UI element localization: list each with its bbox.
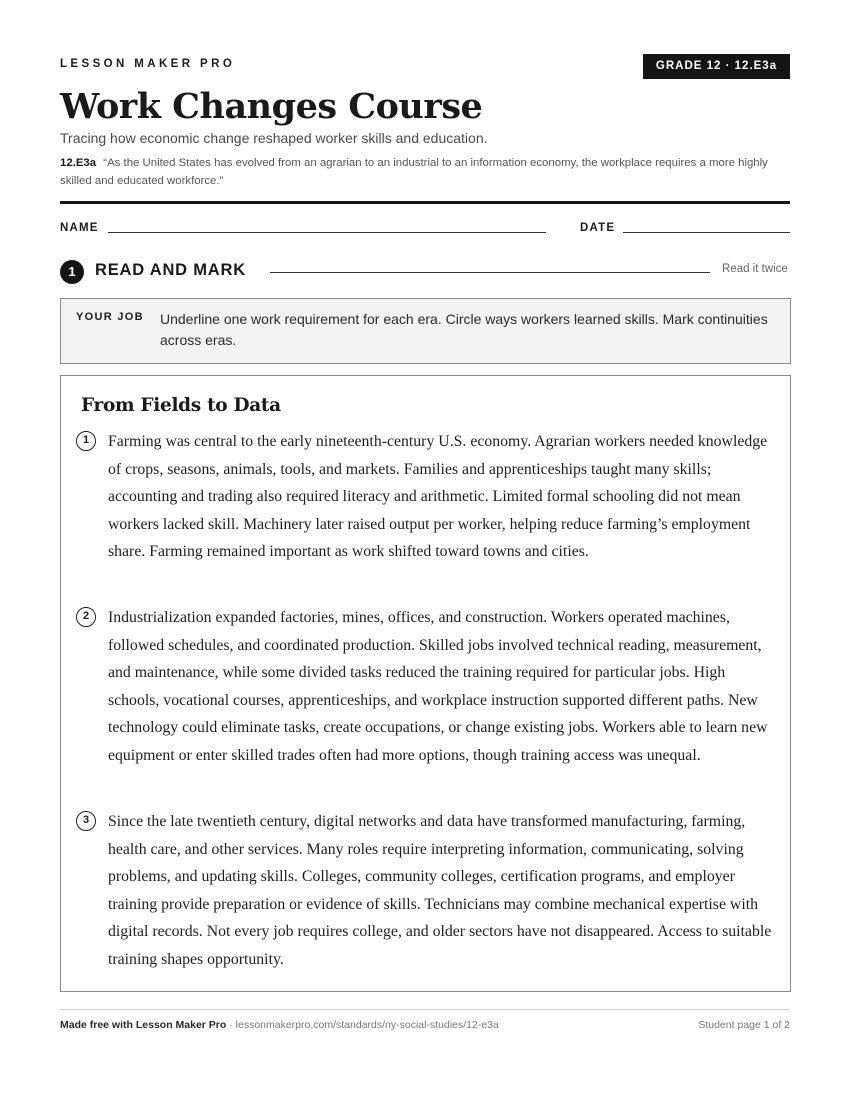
section-number-badge: 1 bbox=[60, 260, 84, 284]
paragraph-number: 3 bbox=[76, 811, 96, 831]
footer-divider bbox=[60, 1009, 790, 1010]
footer-credit bbox=[60, 1019, 499, 1031]
instructions-label: YOUR JOB bbox=[76, 311, 144, 323]
instructions-text: Underline one work requirement for each era. Circle ways workers learned skills. Mark continuities across eras. bbox=[160, 311, 768, 348]
date-field[interactable] bbox=[623, 232, 790, 233]
page-title: Work Changes Course bbox=[60, 86, 483, 127]
footer-url[interactable]: · lessonmakerpro.com/standards/ny-social-studies/12-e3a bbox=[229, 1019, 499, 1031]
instructions-box bbox=[60, 298, 791, 364]
footer-made-with: Made free with Lesson Maker Pro bbox=[60, 1019, 227, 1031]
name-label: NAME bbox=[60, 222, 99, 234]
standard-statement bbox=[60, 155, 790, 190]
name-field[interactable] bbox=[108, 232, 546, 233]
date-label: DATE bbox=[580, 222, 616, 234]
header-divider bbox=[60, 201, 790, 204]
page-indicator: Student page 1 of 2 bbox=[698, 1019, 790, 1031]
reading-passage bbox=[60, 375, 791, 992]
section-divider bbox=[270, 272, 710, 273]
standard-text: “As the United States has evolved from an agrarian to an industrial to an information economy, the workplace requires a more highly skilled and educated workforce.” bbox=[60, 157, 768, 187]
passage-paragraph: Since the late twentieth century, digital networks and data have transformed manufacturing, farming, health care, and other services. Many roles require interpreting information, communicating, solving problems, and updating skills. Colleges, community colleges, certification programs, and employer training provide preparation or evidence of skills. Technicians may combine mechanical expertise with digital records. Not every job requires college, and older sectors have not disappeared. Access to suitable training shapes opportunity. bbox=[108, 813, 772, 968]
standard-code: 12.E3a bbox=[60, 157, 97, 169]
grade-badge: GRADE 12 · 12.E3a bbox=[643, 54, 790, 79]
paragraph-number: 1 bbox=[76, 431, 96, 451]
passage-title: From Fields to Data bbox=[81, 395, 281, 416]
paragraph-number: 2 bbox=[76, 607, 96, 627]
passage-paragraph: Industrialization expanded factories, mines, offices, and construction. Workers operated machines, followed schedules, and coordinated production. Skilled jobs involved technical reading, measurement, and maintenance, while some divided tasks reduced the training required for particular jobs. High schools, vocational courses, apprenticeships, and workplace instruction supported different paths. New technology could eliminate tasks, create occupations, or change existing jobs. Workers able to learn new equipment or enter skilled trades often had more options, though training access was unequal. bbox=[108, 609, 768, 764]
section-title: READ AND MARK bbox=[95, 261, 246, 279]
passage-paragraph: Farming was central to the early nineteenth-century U.S. economy. Agrarian workers needed knowledge of crops, seasons, animals, tools, and markets. Families and apprenticeships taught many skills; accounting and trading also required literacy and arithmetic. Limited formal schooling did not mean workers lacked skill. Machinery later raised output per worker, helping reduce farming’s employment share. Farming remained important as work shifted toward towns and cities. bbox=[108, 433, 768, 561]
section-note: Read it twice bbox=[722, 263, 788, 275]
page-subtitle: Tracing how economic change reshaped worker skills and education. bbox=[60, 130, 488, 146]
brand-name: LESSON MAKER PRO bbox=[60, 58, 236, 70]
